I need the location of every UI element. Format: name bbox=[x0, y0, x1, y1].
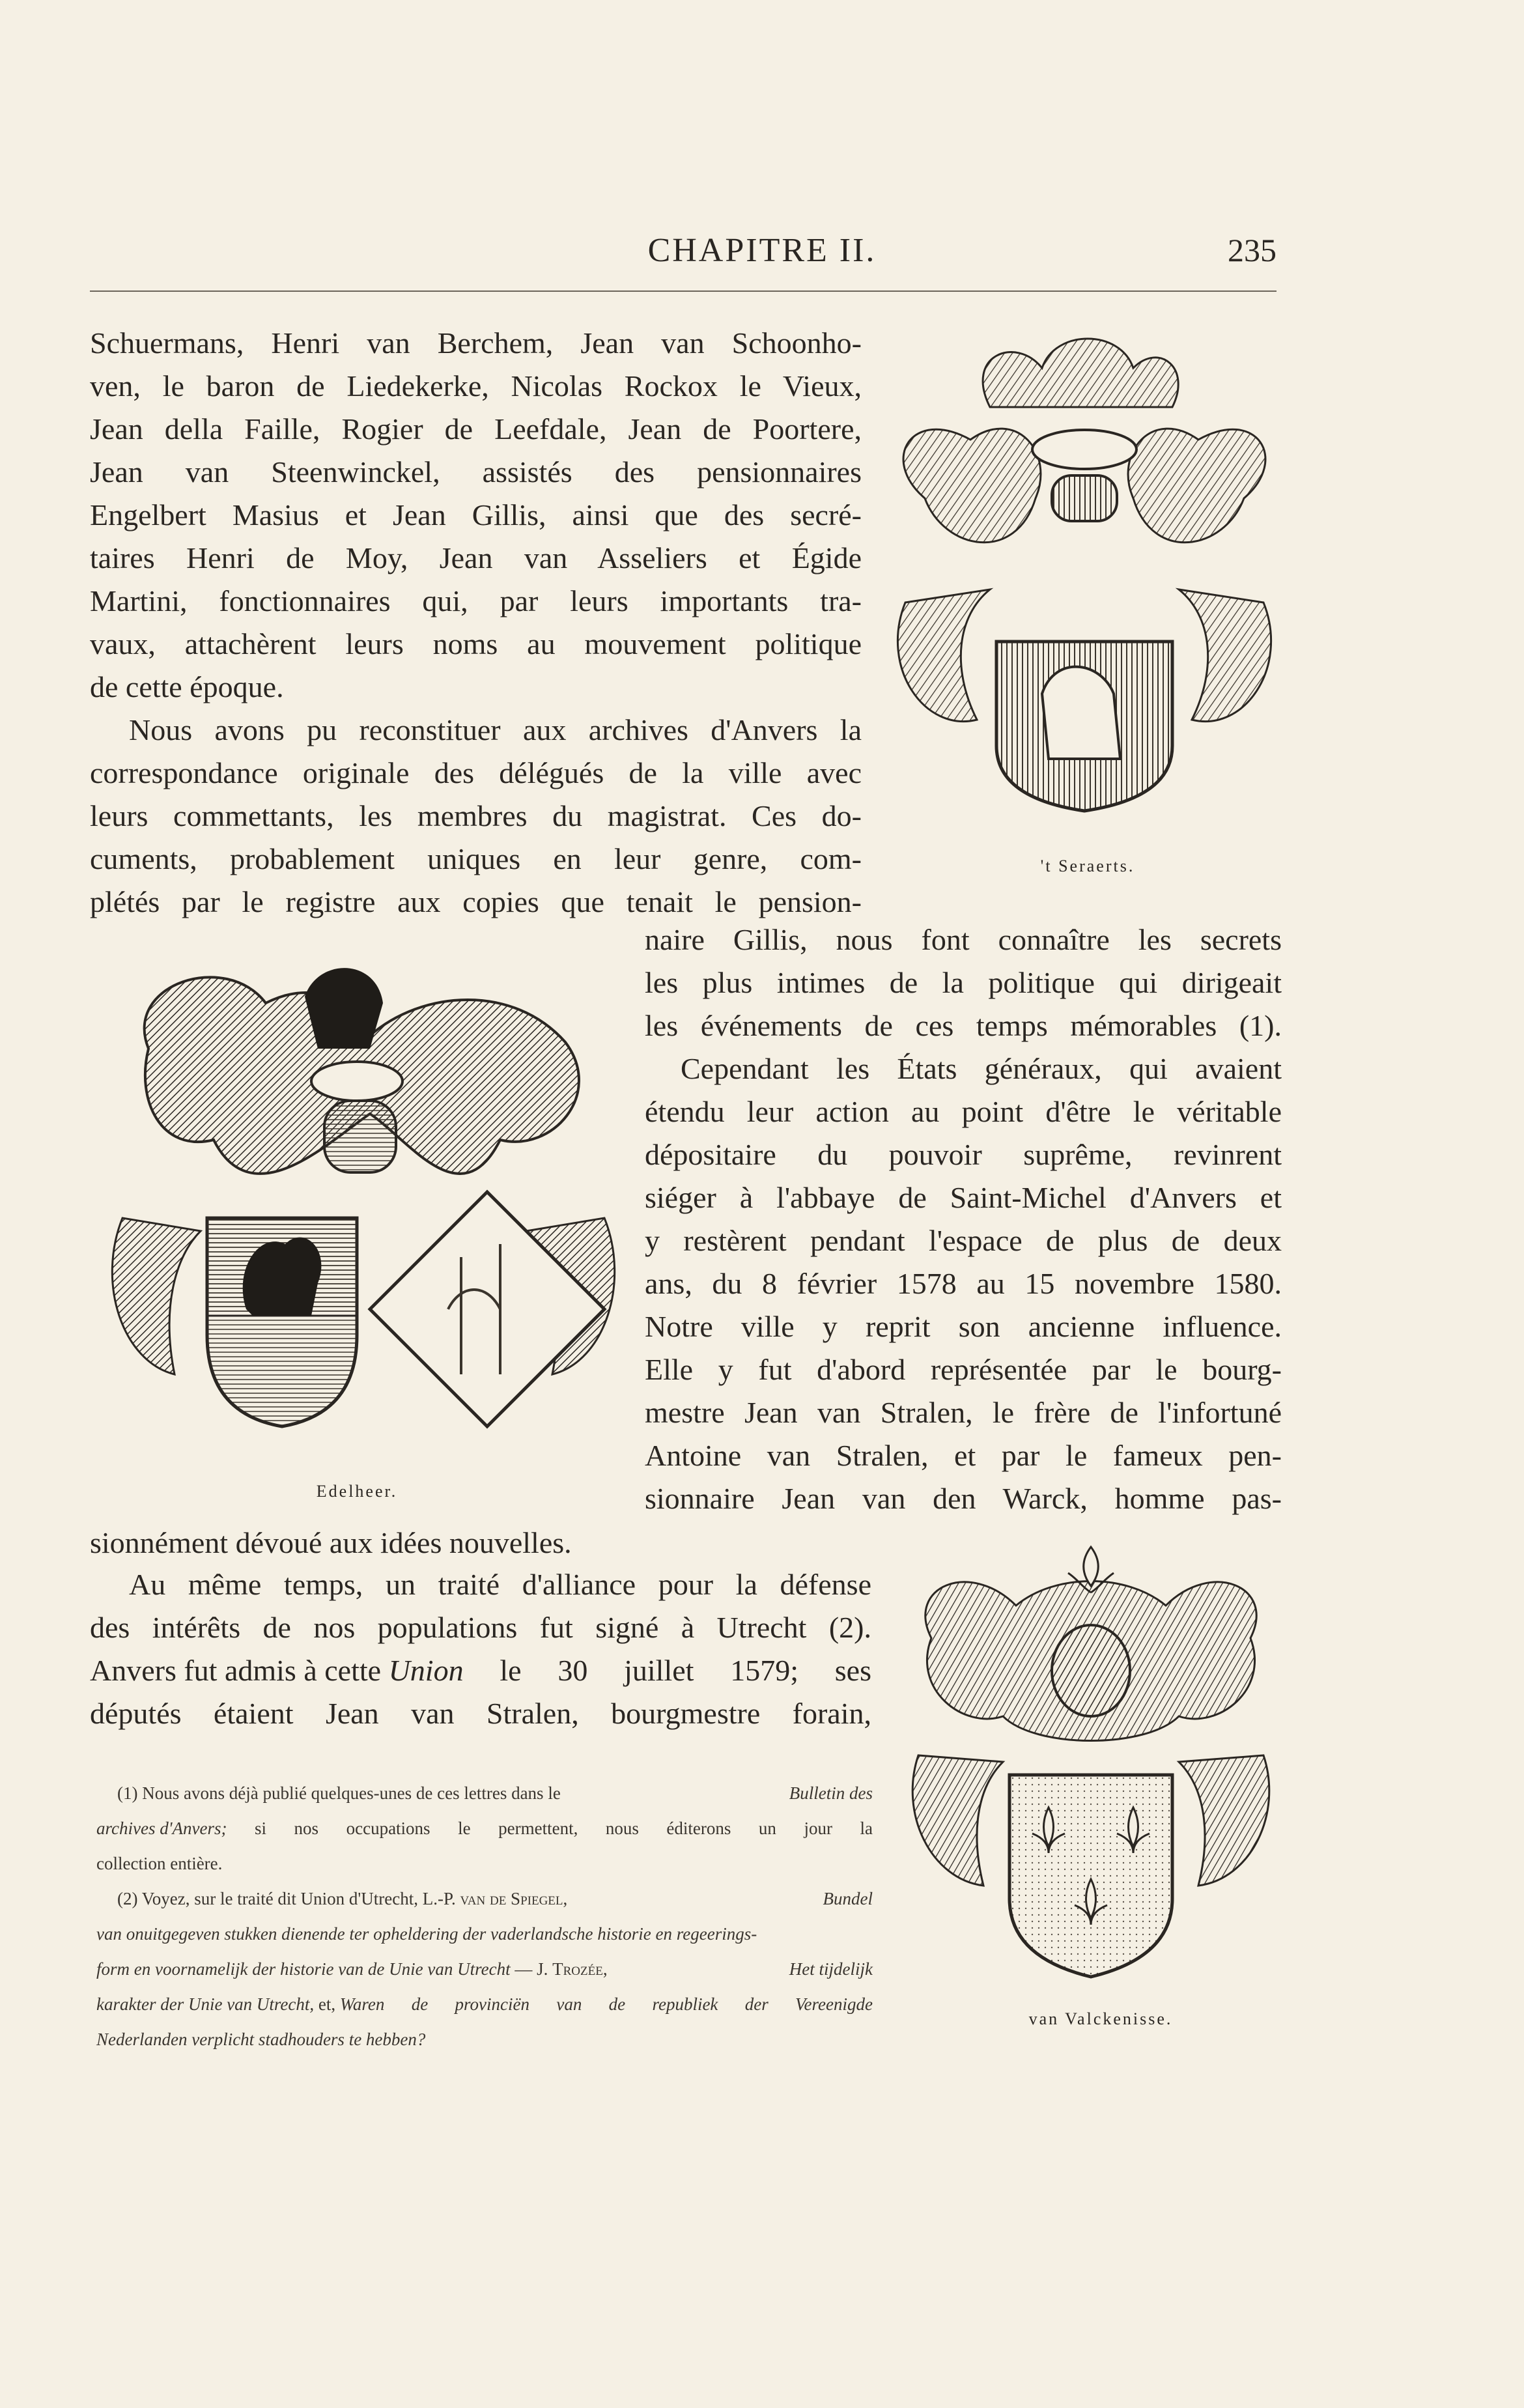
text-line: ans, du 8 février 1578 au 15 novembre 1580. bbox=[645, 1267, 1282, 1300]
text-line: cuments, probablement uniques en leur genre, com- bbox=[90, 842, 862, 875]
text-line: y restèrent pendant l'espace de plus de deux bbox=[645, 1224, 1282, 1257]
italic-run: Bundel bbox=[823, 1889, 873, 1908]
text-run: si nos occupations le permettent, nous éditerons un jour la bbox=[227, 1819, 873, 1838]
running-header: CHAPITRE II. bbox=[647, 232, 877, 269]
header-rule bbox=[90, 290, 1277, 292]
italic-run: karakter der Unie van Utrecht, bbox=[96, 1994, 315, 2014]
text-run: — J. bbox=[510, 1959, 553, 1979]
text-line bbox=[90, 1649, 871, 1692]
coat-of-arms-seraerts-image bbox=[886, 329, 1283, 843]
text-run: le 30 juillet 1579; ses bbox=[463, 1654, 871, 1687]
text-line: correspondance originale des délégués de la ville avec bbox=[90, 756, 862, 789]
text-line: sionnaire Jean van den Warck, homme pas- bbox=[645, 1482, 1282, 1515]
author-smallcaps: Trozée, bbox=[552, 1959, 608, 1979]
text-line: Cependant les États généraux, qui avaient bbox=[681, 1052, 1282, 1085]
text-run: Anvers fut admis à cette bbox=[90, 1654, 389, 1687]
text-run: et, bbox=[314, 1994, 340, 2014]
italic-run: Bulletin des bbox=[789, 1783, 873, 1803]
text-line: dépositaire du pouvoir suprême, revinrent bbox=[645, 1138, 1282, 1171]
text-line: plétés par le registre aux copies que tenait le pension- bbox=[90, 885, 862, 918]
text-line: Au même temps, un traité d'alliance pour la défense bbox=[129, 1568, 871, 1601]
text-line: Jean van Steenwinckel, assistés des pensionnaires bbox=[90, 455, 862, 489]
text-line: Notre ville y reprit son ancienne influence. bbox=[645, 1310, 1282, 1343]
italic-run: Nederlanden verplicht stadhouders te hebben? bbox=[96, 2030, 426, 2049]
text-line: siéger à l'abbaye de Saint-Michel d'Anvers et bbox=[645, 1181, 1282, 1214]
italic-term-union: Union bbox=[388, 1654, 464, 1687]
text-line: des intérêts de nos populations fut signé à Utrecht (2). bbox=[90, 1611, 871, 1644]
author-smallcaps: van de Spiegel, bbox=[460, 1889, 568, 1908]
text-line: députés étaient Jean van Stralen, bourgmestre forain, bbox=[90, 1697, 871, 1730]
italic-run: van onuitgegeven stukken dienende ter opheldering der vaderlandsche historie en regeerings- bbox=[96, 1924, 757, 1944]
text-line: vaux, attachèrent leurs noms au mouvement politique bbox=[90, 627, 862, 660]
text-line: ven, le baron de Liedekerke, Nicolas Rockox le Vieux, bbox=[90, 369, 862, 403]
text-line: sionnément dévoué aux idées nouvelles. bbox=[90, 1526, 572, 1559]
footnote-2-line bbox=[117, 1880, 873, 1917]
text-line: les plus intimes de la politique qui dirigeait bbox=[645, 966, 1282, 999]
text-line: de cette époque. bbox=[90, 670, 284, 703]
italic-run: Het tijdelijk bbox=[789, 1959, 873, 1979]
page-number: 235 bbox=[1228, 232, 1277, 268]
italic-run: Waren de provinciën van de republiek der Vereenigde bbox=[339, 1994, 873, 2014]
text-line: Antoine van Stralen, et par le fameux pen- bbox=[645, 1439, 1282, 1472]
text-line: Elle y fut d'abord représentée par le bourg- bbox=[645, 1353, 1282, 1386]
caption-valckenisse: van Valckenisse. bbox=[1028, 2009, 1173, 2028]
footnote-2-line bbox=[96, 1916, 873, 1952]
caption-edelheer: Edelheer. bbox=[316, 1482, 398, 1501]
text-line: naire Gillis, nous font connaître les secrets bbox=[645, 923, 1282, 956]
caption-seraerts: 't Seraerts. bbox=[1040, 857, 1135, 875]
text-run bbox=[608, 1951, 789, 1987]
text-line: Jean della Faille, Rogier de Leefdale, Jean de Poortere, bbox=[90, 412, 862, 446]
text-line: Engelbert Masius et Jean Gillis, ainsi que des secré- bbox=[90, 498, 862, 531]
text-line: les événements de ces temps mémorables (1). bbox=[645, 1009, 1282, 1042]
text-line: étendu leur action au point d'être le véritable bbox=[645, 1095, 1282, 1128]
footnote-2-line bbox=[96, 2021, 425, 2058]
italic-run: form en voornamelijk der historie van de Unie van Utrecht bbox=[96, 1959, 511, 1979]
footnote-1-line bbox=[117, 1775, 873, 1811]
text-line: Martini, fonctionnaires qui, par leurs importants tra- bbox=[90, 584, 862, 617]
text-line: Nous avons pu reconstituer aux archives d'Anvers la bbox=[129, 713, 862, 746]
footnote-2-line bbox=[96, 1951, 873, 1987]
text-line: leurs commettants, les membres du magistrat. Ces do- bbox=[90, 799, 862, 832]
text-run: (1) Nous avons déjà publié quelques-unes de ces lettres dans le bbox=[117, 1783, 565, 1803]
coat-of-arms-valckenisse-image bbox=[905, 1534, 1277, 2009]
text-line: mestre Jean van Stralen, le frère de l'infortuné bbox=[645, 1396, 1282, 1429]
text-run: (2) Voyez, sur le traité dit Union d'Utrecht, L.-P. bbox=[117, 1889, 460, 1908]
italic-run: archives d'Anvers; bbox=[96, 1819, 227, 1838]
footnote-2-line bbox=[96, 1986, 873, 2022]
text-line: taires Henri de Moy, Jean van Asseliers et Égide bbox=[90, 541, 862, 574]
footnote-1-line: collection entière. bbox=[96, 1854, 223, 1873]
text-line: Schuermans, Henri van Berchem, Jean van Schoonho- bbox=[90, 326, 862, 360]
text-run bbox=[567, 1880, 823, 1917]
footnote-1-line bbox=[96, 1810, 873, 1847]
coat-of-arms-edelheer-image bbox=[96, 944, 630, 1479]
